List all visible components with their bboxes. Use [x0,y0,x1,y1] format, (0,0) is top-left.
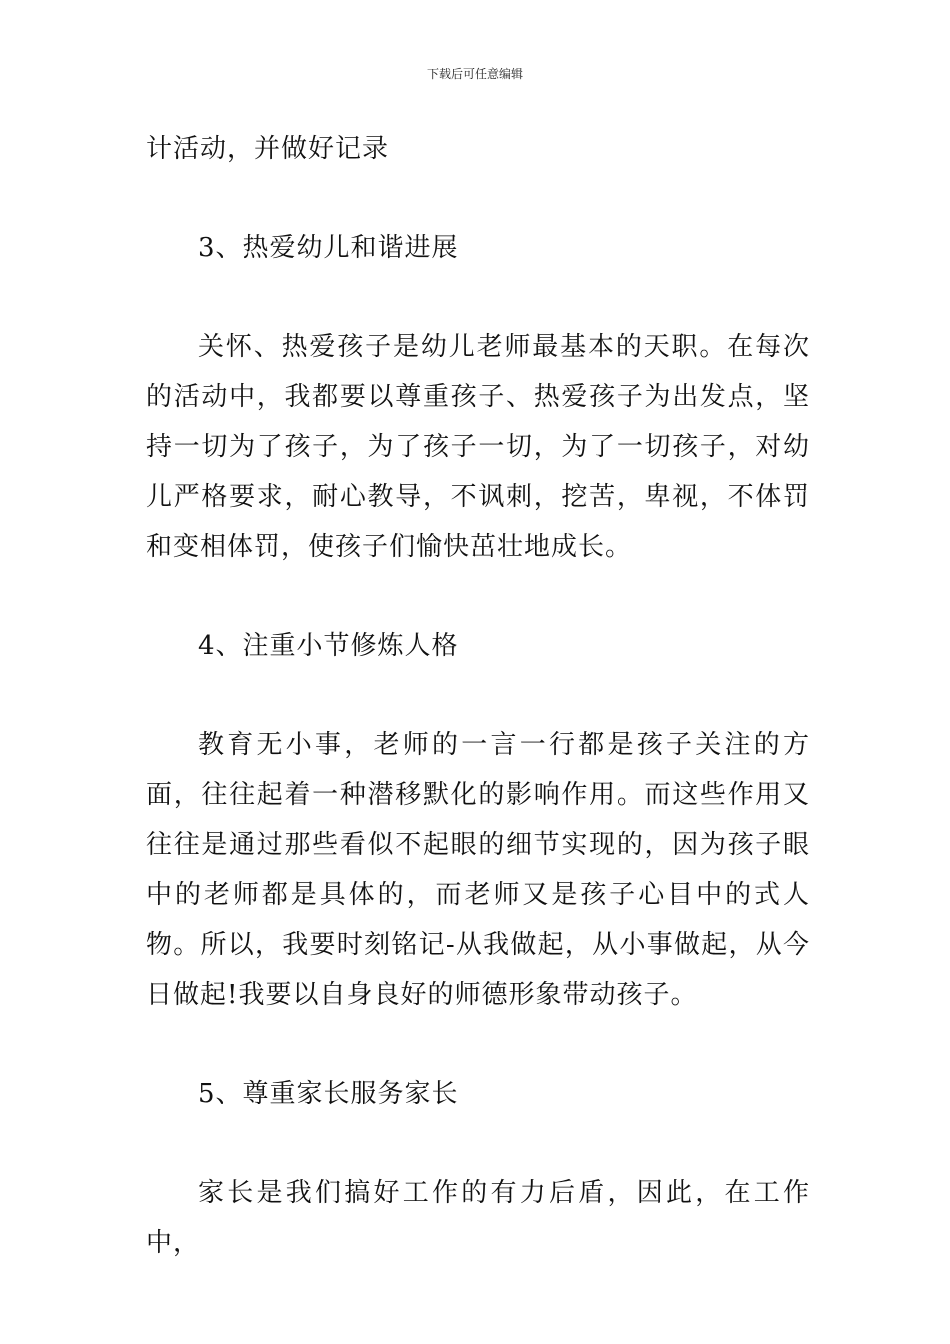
paragraph-parents: 家长是我们搞好工作的有力后盾，因此，在工作中， [146,1178,810,1258]
paragraph-continuation: 计活动，并做好记录 [146,134,390,164]
section-heading-5: 5、尊重家长服务家长 [198,1079,459,1109]
paragraph-gap [146,1119,810,1168]
paragraph-gap [146,273,810,322]
section-heading-4: 4、注重小节修炼人格 [198,631,459,661]
paragraph-gap [146,174,810,223]
paragraph-gap [146,1020,810,1069]
page-header-note: 下载后可任意编辑 [426,67,523,81]
paragraph-gap [146,572,810,621]
paragraph-gap [146,671,810,720]
paragraph-love-children: 关怀、热爱孩子是幼儿老师最基本的天职。在每次的活动中，我都要以尊重孩子、热爱孩子为出发点，坚持一切为了孩子，为了孩子一切，为了一切孩子，对幼儿严格要求，耐心教导，不讽刺，挖苦，卑视，不体罚和变相体罚，使孩子们愉快茁壮地成长。 [146,332,810,562]
paragraph-details-character: 教育无小事，老师的一言一行都是孩子关注的方面，往往起着一种潜移默化的影响作用。而这些作用又往往是通过那些看似不起眼的细节实现的，因为孩子眼中的老师都是具体的，而老师又是孩子心目中的式人物。所以，我要时刻铭记-从我做起，从小事做起，从今日做起!我要以自身良好的师德形象带动孩子。 [146,730,810,1010]
section-heading-3: 3、热爱幼儿和谐进展 [198,233,459,263]
document-body [146,124,810,1268]
